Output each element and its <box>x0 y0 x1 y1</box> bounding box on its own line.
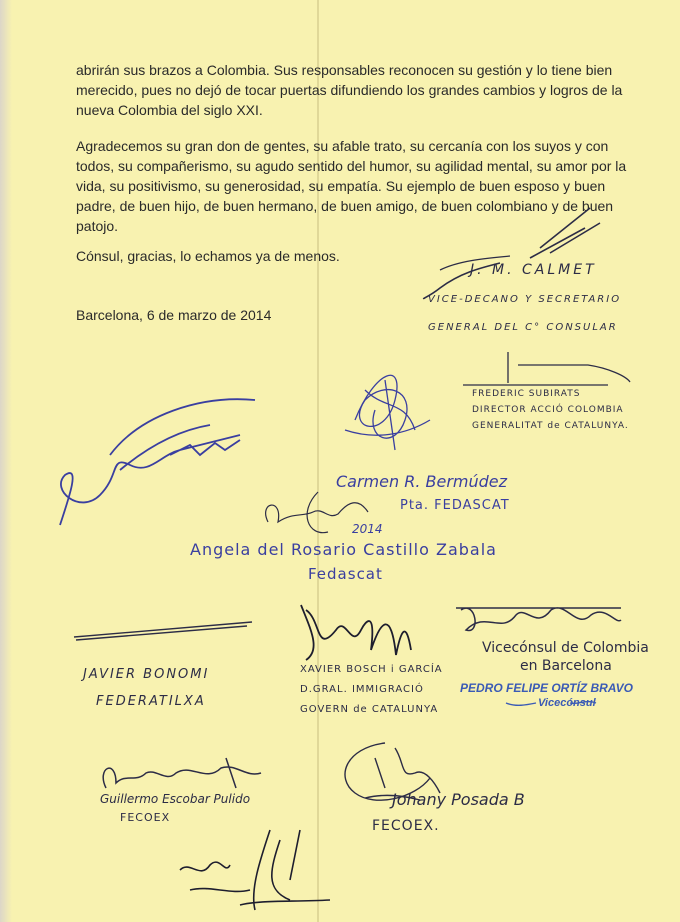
ortiz-title-2: en Barcelona <box>520 658 612 674</box>
ortiz-stamp-flourish <box>506 695 606 709</box>
bonomi-name: JAVIER BONOMI <box>83 667 210 682</box>
subirats-title-2: GENERALITAT de CATALUNYA. <box>472 421 629 431</box>
left-large-signature <box>50 395 265 535</box>
letter-closing: Cónsul, gracias, lo echamos ya de menos. <box>76 248 340 264</box>
bonomi-signature-line <box>72 612 257 642</box>
subirats-signature <box>458 350 638 390</box>
castillo-name: Angela del Rosario Castillo Zabala <box>190 540 497 559</box>
castillo-org: Fedascat <box>308 565 383 583</box>
bonomi-org: FEDERATILXA <box>96 694 206 709</box>
bottom-signature <box>170 830 350 915</box>
bosch-signature <box>296 600 416 665</box>
ortiz-stamp-title: Vicecónsul <box>538 697 596 709</box>
letter-paragraph-2: Agradecemos su gran don de gentes, su afable trato, su cercanía con los suyos y con todos, su compañerismo, su agudo sentido del humor, su agilidad mental, su amor por la vida, su positivismo, su generosidad, su empatía. Su ejemplo de buen esposo y buen padre, de buen hijo, de buen hermano, de buen amigo, de buen colombiano y de buen patojo. <box>76 138 627 234</box>
bosch-title-1: D.GRAL. IMMIGRACIÓ <box>300 684 424 695</box>
center-scribble-signature <box>335 360 435 460</box>
calmet-title-2: GENERAL DEL C° CONSULAR <box>428 322 618 333</box>
letter-place-date: Barcelona, 6 de marzo de 2014 <box>76 307 272 323</box>
posada-name: Johany Posada B <box>392 790 525 809</box>
bermudez-year: 2014 <box>352 522 383 536</box>
subirats-name: FREDERIC SUBIRATS <box>472 389 581 399</box>
calmet-name: J. M. CALMET <box>470 262 597 278</box>
posada-org: FECOEX. <box>372 818 440 834</box>
bermudez-name: Carmen R. Bermúdez <box>336 472 508 491</box>
bosch-title-2: GOVERN de CATALUNYA <box>300 704 439 715</box>
escobar-name: Guillermo Escobar Pulido <box>100 792 251 806</box>
subirats-title-1: DIRECTOR ACCIÓ COLOMBIA <box>472 405 624 415</box>
calmet-title-1: VICE-DECANO Y SECRETARIO <box>428 294 622 305</box>
ortiz-title-1: Vicecónsul de Colombia <box>482 640 649 656</box>
escobar-signature <box>96 758 266 793</box>
bermudez-title: Pta. FEDASCAT <box>400 498 510 513</box>
bosch-name: XAVIER BOSCH i GARCÍA <box>300 664 443 675</box>
letter-paragraph-1: abrirán sus brazos a Colombia. Sus responsables reconocen su gestión y lo tiene bien merecido, pues no dejó de tocar puertas difundiendo los grandes cambios y logros de la nueva Colombia del siglo XXI. <box>76 62 623 118</box>
ortiz-stamp-name: PEDRO FELIPE ORTÍZ BRAVO <box>460 681 633 695</box>
page-edge-shadow <box>0 0 12 922</box>
escobar-org: FECOEX <box>120 811 171 824</box>
ortiz-signature <box>456 600 626 640</box>
calmet-signature <box>420 208 610 303</box>
